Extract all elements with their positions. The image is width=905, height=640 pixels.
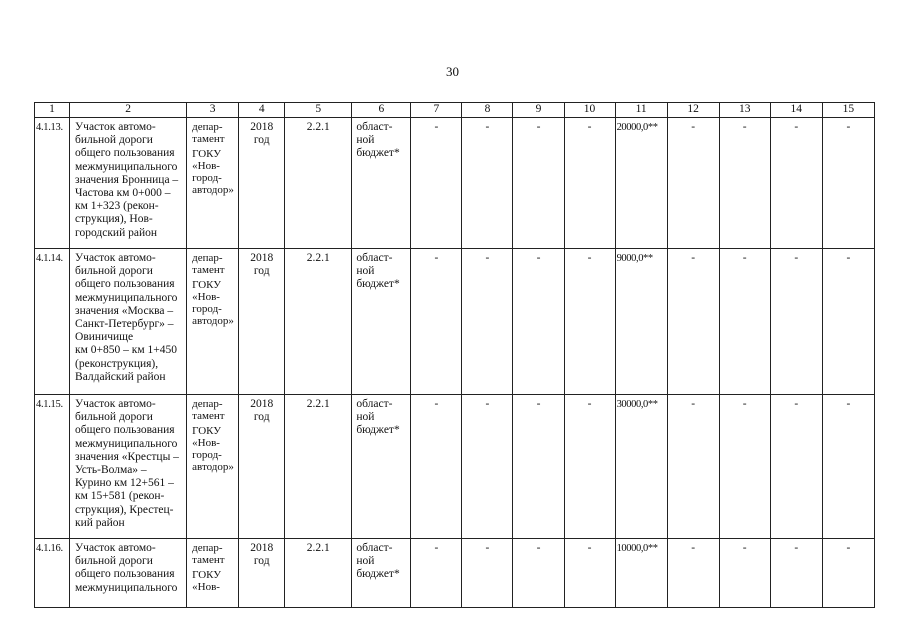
target-indicator-code: 2.2.1 [285,249,352,395]
empty-value-cell: - [513,395,564,539]
responsible-executor: депар- тамент ГОКУ «Нов- город- автодор» [187,249,239,395]
empty-value-cell: - [719,395,770,539]
empty-value-cell: - [513,118,564,249]
column-header: 9 [513,103,564,118]
item-number: 4.1.14. [35,249,70,395]
empty-value-cell: - [411,249,462,395]
empty-value-cell: - [770,249,822,395]
target-indicator-code: 2.2.1 [285,118,352,249]
empty-value-cell: - [462,249,513,395]
empty-value-cell: - [667,249,719,395]
empty-value-cell: - [462,539,513,608]
target-indicator-code: 2.2.1 [285,395,352,539]
funding-amount: 30000,0** [615,395,667,539]
empty-value-cell: - [462,118,513,249]
column-header: 11 [615,103,667,118]
empty-value-cell: - [513,249,564,395]
empty-value-cell: - [462,395,513,539]
funding-amount: 20000,0** [615,118,667,249]
column-header: 1 [35,103,70,118]
table-row [35,539,875,608]
page-number: 30 [446,64,459,79]
funding-source: област- ной бюджет* [352,249,411,395]
column-header: 7 [411,103,462,118]
column-header: 3 [187,103,239,118]
empty-value-cell: - [770,395,822,539]
empty-value-cell: - [564,395,615,539]
funding-amount: 10000,0** [615,539,667,608]
empty-value-cell: - [667,118,719,249]
empty-value-cell: - [667,539,719,608]
empty-value-cell: - [564,539,615,608]
empty-value-cell: - [564,118,615,249]
empty-value-cell: - [719,249,770,395]
responsible-executor: депар- тамент ГОКУ «Нов- [187,539,239,608]
empty-value-cell: - [770,118,822,249]
header-row [35,103,875,118]
target-indicator-code: 2.2.1 [285,539,352,608]
table-row [35,395,875,539]
empty-value-cell: - [822,249,874,395]
funding-source: област- ной бюджет* [352,539,411,608]
item-description: Участок автомо- бильной дороги общего пользования межмуниципального [70,539,187,608]
item-number: 4.1.16. [35,539,70,608]
item-number: 4.1.13. [35,118,70,249]
implementation-year: 2018 год [239,395,285,539]
column-header: 8 [462,103,513,118]
funding-source: област- ной бюджет* [352,395,411,539]
table-row [35,118,875,249]
implementation-year: 2018 год [239,249,285,395]
empty-value-cell: - [822,118,874,249]
empty-value-cell: - [667,395,719,539]
item-description: Участок автомо- бильной дороги общего пользования межмуниципального значения Бронница – Частова км 0+000 – км 1+323 (рекон- струкция), Нов- городский район [70,118,187,249]
implementation-year: 2018 год [239,539,285,608]
responsible-executor: депар- тамент ГОКУ «Нов- город- автодор» [187,395,239,539]
empty-value-cell: - [770,539,822,608]
column-header: 14 [770,103,822,118]
empty-value-cell: - [719,539,770,608]
column-header: 5 [285,103,352,118]
funding-amount: 9000,0** [615,249,667,395]
empty-value-cell: - [822,539,874,608]
responsible-executor: депар- тамент ГОКУ «Нов- город- автодор» [187,118,239,249]
funding-source: област- ной бюджет* [352,118,411,249]
column-header: 13 [719,103,770,118]
column-header: 6 [352,103,411,118]
implementation-year: 2018 год [239,118,285,249]
column-header: 2 [70,103,187,118]
column-header: 10 [564,103,615,118]
empty-value-cell: - [411,539,462,608]
column-header: 12 [667,103,719,118]
empty-value-cell: - [411,395,462,539]
item-description: Участок автомо- бильной дороги общего пользования межмуниципального значения «Крестцы – Усть-Волма» – Курино км 12+561 – км 15+581 (рекон- струкция), Крестец- кий район [70,395,187,539]
program-table [34,102,875,608]
item-description: Участок автомо- бильной дороги общего пользования межмуниципального значения «Москва – Санкт-Петербург» – Овиничище км 0+850 – км 1+450 (реконструкция), Валдайский район [70,249,187,395]
empty-value-cell: - [411,118,462,249]
table-row [35,249,875,395]
empty-value-cell: - [822,395,874,539]
column-header: 4 [239,103,285,118]
item-number: 4.1.15. [35,395,70,539]
column-header: 15 [822,103,874,118]
empty-value-cell: - [719,118,770,249]
empty-value-cell: - [513,539,564,608]
empty-value-cell: - [564,249,615,395]
